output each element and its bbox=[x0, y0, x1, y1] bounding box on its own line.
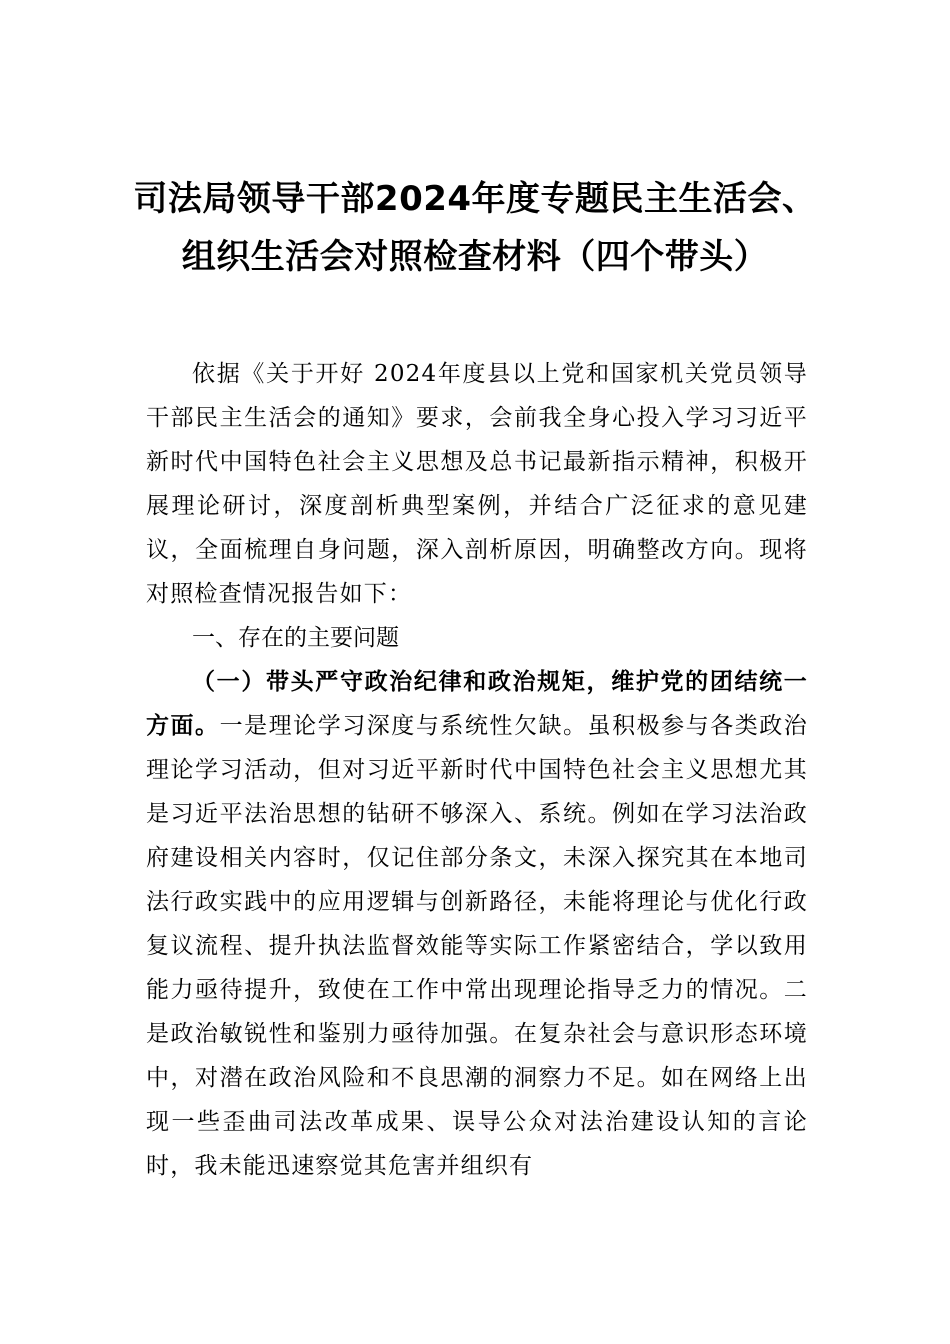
subsection-body: 一是理论学习深度与系统性欠缺。虽积极参与各类政治理论学习活动，但对习近平新时代中国特色社会主义思想尤其是习近平法治思想的钻研不够深入、系统。例如在学习法治政府建设相关内容时，仅记住部分条文，未深入探究其在本地司法行政实践中的应用逻辑与创新路径，未能将理论与优化行政复议流程、提升执法监督效能等实际工作紧密结合，学以致用能力亟待提升，致使在工作中常出现理论指导乏力的情况。二是政治敏锐性和鉴别力亟待加强。在复杂社会与意识形态环境中，对潜在政治风险和不良思潮的洞察力不足。如在网络上出现一些歪曲司法改革成果、误导公众对法治建设认知的言论时，我未能迅速察觉其危害并组织有 bbox=[146, 713, 808, 1179]
title-line-1: 司法局领导干部2024年度专题民主生活会、 bbox=[133, 179, 817, 219]
document-title bbox=[0, 170, 950, 286]
section-heading-problems: 一、存在的主要问题 bbox=[192, 625, 399, 651]
intro-paragraph: 依据《关于开好 2024年度县以上党和国家机关党员领导干部民主生活会的通知》要求，会前我全身心投入学习习近平新时代中国特色社会主义思想及总书记最新指示精神，积极开展理论研讨，深度剖析典型案例，并结合广泛征求的意见建议，全面梳理自身问题，深入剖析原因，明确整改方向。现将对照检查情况报告如下： bbox=[146, 361, 808, 607]
subsection-paragraph bbox=[146, 660, 808, 1188]
subsection-lead: （一）带头严守政治纪律和政治规矩，维护党的团结统一方面。 bbox=[146, 668, 808, 739]
title-line-2: 组织生活会对照检查材料（四个带头） bbox=[181, 237, 769, 277]
document-body bbox=[146, 352, 808, 1188]
